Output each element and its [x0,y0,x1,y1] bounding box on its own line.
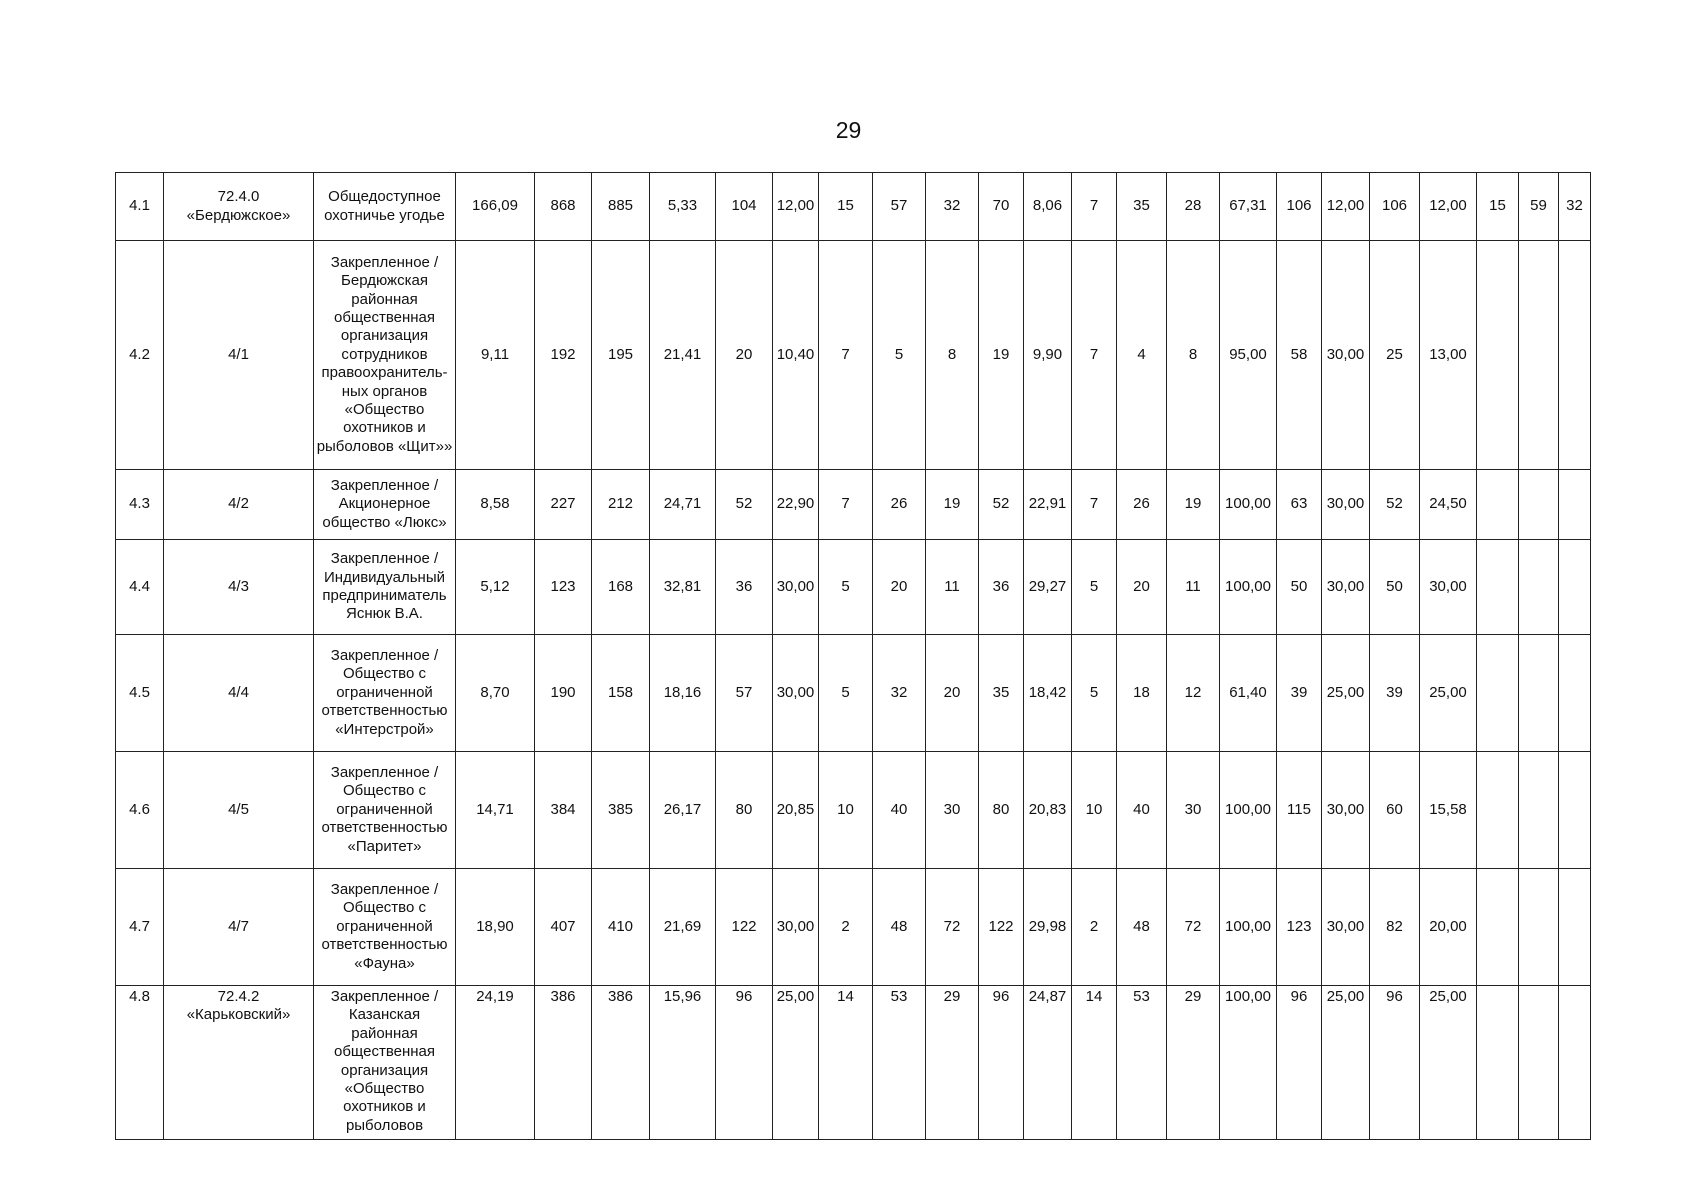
table-cell: 100,00 [1220,540,1277,635]
table-cell: 190 [535,635,592,752]
table-cell: 53 [1117,986,1167,1140]
table-cell: 18 [1117,635,1167,752]
table-cell: 22,91 [1024,470,1072,540]
table-row [116,869,1591,986]
table-cell [1559,752,1591,869]
table-cell: 30,00 [773,635,819,752]
category-cell: Закрепленное / Акционерное общество «Люкс» [314,470,456,540]
table-cell: 63 [1277,470,1322,540]
table-cell: 4/2 [164,470,314,540]
table-cell: 122 [716,869,773,986]
table-cell: 32,81 [650,540,716,635]
table-cell [1519,540,1559,635]
table-cell: 36 [979,540,1024,635]
table-cell [1477,752,1519,869]
table-body [116,173,1591,1140]
table-cell: 29 [1167,986,1220,1140]
table-cell: 18,90 [456,869,535,986]
category-cell: Закрепленное / Бердюжская районная общественная организация сотрудников правоохранительных органов «Общество охотников и рыболовов «Щит»» [314,241,456,470]
table-cell: 106 [1277,173,1322,241]
table-cell: 26 [1117,470,1167,540]
table-cell: 19 [979,241,1024,470]
table-cell: 24,19 [456,986,535,1140]
table-cell: 19 [1167,470,1220,540]
table-cell: 21,41 [650,241,716,470]
table-cell: 7 [1072,470,1117,540]
table-cell: 25,00 [1322,635,1370,752]
table-cell: 227 [535,470,592,540]
table-cell: 30 [926,752,979,869]
table-cell: 24,71 [650,470,716,540]
table-cell: 12 [1167,635,1220,752]
table-cell: 14,71 [456,752,535,869]
table-cell: 11 [926,540,979,635]
table-cell: 18,16 [650,635,716,752]
table-cell: 21,69 [650,869,716,986]
table-cell: 30 [1167,752,1220,869]
table-cell: 115 [1277,752,1322,869]
table-cell: 30,00 [1322,752,1370,869]
table-cell: 24,87 [1024,986,1072,1140]
table-cell: 20 [716,241,773,470]
table-cell: 7 [819,470,873,540]
table-cell: 5 [1072,635,1117,752]
category-cell: Общедоступное охотничье угодье [314,173,456,241]
table-cell: 104 [716,173,773,241]
table-cell: 53 [873,986,926,1140]
table-cell: 168 [592,540,650,635]
table-cell: 123 [535,540,592,635]
table-cell: 96 [979,986,1024,1140]
table-cell: 19 [926,470,979,540]
table-cell: 20 [873,540,926,635]
row-number-cell: 4.5 [116,635,164,752]
table-cell: 385 [592,752,650,869]
table-cell: 10 [819,752,873,869]
table-cell: 7 [819,241,873,470]
table-cell [1559,540,1591,635]
table-cell: 384 [535,752,592,869]
table-cell [1519,635,1559,752]
page-number: 29 [835,117,862,143]
table-cell [1559,470,1591,540]
table-cell: 15,96 [650,986,716,1140]
table-cell: 39 [1370,635,1420,752]
table-cell: 386 [535,986,592,1140]
table-cell: 8,58 [456,470,535,540]
table-cell: 25,00 [1420,635,1477,752]
table-cell: 95,00 [1220,241,1277,470]
table-cell: 885 [592,173,650,241]
table-cell: 52 [979,470,1024,540]
table-cell: 410 [592,869,650,986]
table-row [116,986,1591,1140]
category-cell: Закрепленное / Общество с ограниченной ответственностью «Интерстрой» [314,635,456,752]
table-cell: 29,98 [1024,869,1072,986]
table-cell: 32 [1559,173,1591,241]
table-cell: 386 [592,986,650,1140]
table-row [116,241,1591,470]
table-cell: 57 [716,635,773,752]
table-cell: 48 [1117,869,1167,986]
table-cell: 40 [1117,752,1167,869]
table-cell: 80 [716,752,773,869]
table-cell: 35 [1117,173,1167,241]
table-cell: 10,40 [773,241,819,470]
table-cell: 7 [1072,241,1117,470]
table-cell: 20 [926,635,979,752]
table-cell: 5 [819,635,873,752]
table-cell: 50 [1277,540,1322,635]
table-cell [1477,869,1519,986]
table-cell: 14 [1072,986,1117,1140]
table-cell [1559,986,1591,1140]
table-cell [1477,540,1519,635]
table-cell: 192 [535,241,592,470]
category-cell: Закрепленное / Общество с ограниченной ответственностью «Фауна» [314,869,456,986]
table-cell: 18,42 [1024,635,1072,752]
table-cell: 30,00 [1322,540,1370,635]
table-cell: 24,50 [1420,470,1477,540]
table-cell: 9,90 [1024,241,1072,470]
table-cell: 5,33 [650,173,716,241]
table-row [116,173,1591,241]
table-cell [1559,869,1591,986]
table-cell: 10 [1072,752,1117,869]
table-cell: 29,27 [1024,540,1072,635]
table-cell: 4/1 [164,241,314,470]
table-cell: 30,00 [1322,869,1370,986]
table-cell [1477,635,1519,752]
table-cell: 100,00 [1220,752,1277,869]
table-cell: 12,00 [773,173,819,241]
table-cell: 50 [1370,540,1420,635]
table-cell: 9,11 [456,241,535,470]
table-cell: 60 [1370,752,1420,869]
table-cell: 20,85 [773,752,819,869]
table-cell [1477,986,1519,1140]
table-cell: 4 [1117,241,1167,470]
row-number-cell: 4.2 [116,241,164,470]
category-cell: Закрепленное / Индивидуальный предприниматель Яснюк В.А. [314,540,456,635]
table-cell [1477,470,1519,540]
table-cell: 39 [1277,635,1322,752]
table-cell: 40 [873,752,926,869]
table-cell [1519,869,1559,986]
row-number-cell: 4.8 [116,986,164,1140]
table-cell: 25,00 [773,986,819,1140]
table-cell: 36 [716,540,773,635]
table-cell: 14 [819,986,873,1140]
table-cell [1519,752,1559,869]
table-cell [1477,241,1519,470]
table-cell: 25 [1370,241,1420,470]
table-cell: 96 [1370,986,1420,1140]
table-cell [1519,470,1559,540]
table-cell: 100,00 [1220,986,1277,1140]
table-cell: 25,00 [1322,986,1370,1140]
table-cell: 15 [819,173,873,241]
table-cell: 20,83 [1024,752,1072,869]
table-cell: 407 [535,869,592,986]
table-cell: 25,00 [1420,986,1477,1140]
table-row [116,752,1591,869]
table-cell: 96 [1277,986,1322,1140]
table-cell [1519,241,1559,470]
table-cell: 4/5 [164,752,314,869]
table-cell: 61,40 [1220,635,1277,752]
table-cell: 48 [873,869,926,986]
table-cell: 2 [1072,869,1117,986]
table-cell: 106 [1370,173,1420,241]
table-cell: 4/7 [164,869,314,986]
table-cell: 15 [1477,173,1519,241]
table-cell: 166,09 [456,173,535,241]
category-cell: Закрепленное / Общество с ограниченной ответственностью «Паритет» [314,752,456,869]
table-cell: 67,31 [1220,173,1277,241]
table-cell: 8,06 [1024,173,1072,241]
table-cell: 8 [1167,241,1220,470]
table-cell [1559,635,1591,752]
table-cell: 52 [716,470,773,540]
table-cell: 30,00 [773,540,819,635]
table-row [116,470,1591,540]
row-number-cell: 4.7 [116,869,164,986]
table-row [116,540,1591,635]
table-cell: 212 [592,470,650,540]
table-cell: 100,00 [1220,869,1277,986]
table-cell: 8,70 [456,635,535,752]
table-cell: 32 [926,173,979,241]
table-cell [1519,986,1559,1140]
table-cell: 28 [1167,173,1220,241]
table-cell: 26,17 [650,752,716,869]
table-row [116,635,1591,752]
table-cell: 5,12 [456,540,535,635]
table-cell: 32 [873,635,926,752]
hunting-grounds-table [115,172,1591,1140]
table-cell: 80 [979,752,1024,869]
row-number-cell: 4.4 [116,540,164,635]
table-cell: 59 [1519,173,1559,241]
table-cell: 123 [1277,869,1322,986]
table-cell: 13,00 [1420,241,1477,470]
table-cell: 30,00 [1420,540,1477,635]
table-cell: 72 [926,869,979,986]
row-number-cell: 4.1 [116,173,164,241]
table-cell: 26 [873,470,926,540]
table-cell: 58 [1277,241,1322,470]
table-cell: 12,00 [1420,173,1477,241]
table-cell [1559,241,1591,470]
row-number-cell: 4.6 [116,752,164,869]
table-cell: 72 [1167,869,1220,986]
table-cell: 7 [1072,173,1117,241]
table-cell: 8 [926,241,979,470]
table-cell: 15,58 [1420,752,1477,869]
table-cell: 30,00 [1322,470,1370,540]
table-cell: 35 [979,635,1024,752]
table-cell: 12,00 [1322,173,1370,241]
table-cell: 5 [1072,540,1117,635]
table-cell: 29 [926,986,979,1140]
table-cell: 11 [1167,540,1220,635]
table-cell: 82 [1370,869,1420,986]
table-cell: 868 [535,173,592,241]
table-cell: 30,00 [773,869,819,986]
table-cell: 195 [592,241,650,470]
table-cell: 4/3 [164,540,314,635]
category-cell: Закрепленное / Казанская районная общественная организация «Общество охотников и рыболовов [314,986,456,1140]
table-cell: 72.4.2 «Карьковский» [164,986,314,1140]
table-cell: 158 [592,635,650,752]
table-cell: 2 [819,869,873,986]
table-cell: 122 [979,869,1024,986]
table-cell: 20,00 [1420,869,1477,986]
table-cell: 52 [1370,470,1420,540]
table-cell: 22,90 [773,470,819,540]
table-cell: 57 [873,173,926,241]
table-cell: 72.4.0 «Бердюжское» [164,173,314,241]
table-cell: 100,00 [1220,470,1277,540]
row-number-cell: 4.3 [116,470,164,540]
table-cell: 4/4 [164,635,314,752]
table-cell: 5 [819,540,873,635]
table-cell: 30,00 [1322,241,1370,470]
table-cell: 70 [979,173,1024,241]
table-cell: 20 [1117,540,1167,635]
table-cell: 5 [873,241,926,470]
table-cell: 96 [716,986,773,1140]
